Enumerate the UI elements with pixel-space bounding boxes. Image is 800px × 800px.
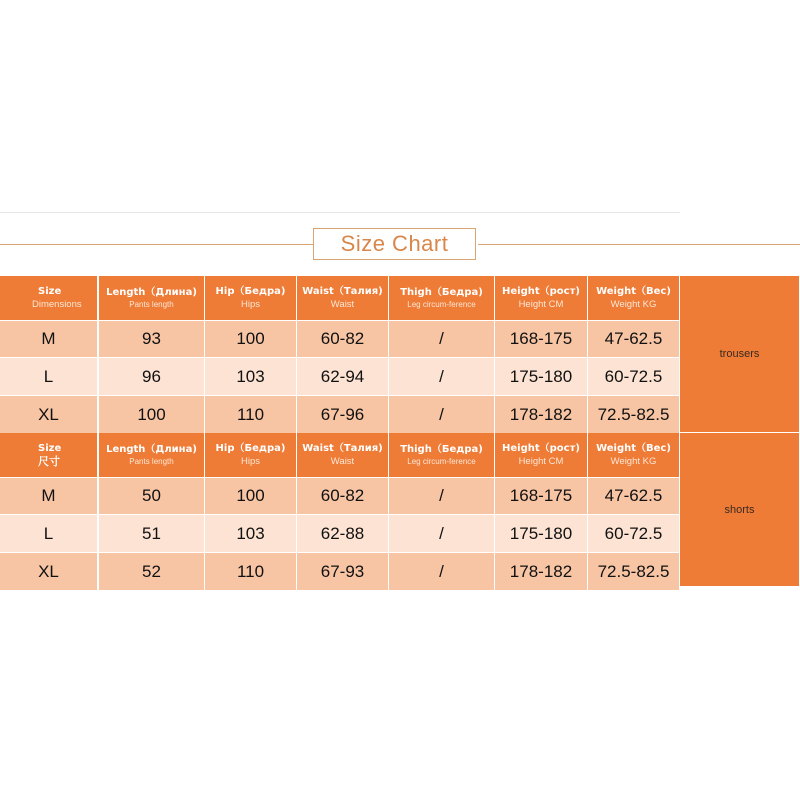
header-thigh-shorts	[389, 433, 494, 477]
cell-value: /	[439, 523, 444, 543]
cell-value: 175-180	[509, 523, 573, 543]
header-size-trousers	[0, 276, 97, 320]
table-cell-waist	[297, 478, 388, 514]
cell-value: 50	[142, 486, 161, 505]
cell-value: XL	[38, 404, 59, 424]
cell-value: /	[439, 329, 444, 348]
header-sublabel: Waist	[330, 299, 355, 310]
cell-value: L	[43, 523, 54, 543]
table-cell-size	[0, 358, 97, 395]
cell-value: 168-175	[509, 486, 573, 505]
size-table	[0, 276, 800, 587]
table-cell-waist	[297, 396, 388, 433]
header-sublabel: Height CM	[518, 299, 564, 310]
header-label: Waist（Талия)	[302, 443, 383, 454]
cell-value: 72.5-82.5	[597, 404, 670, 424]
header-sublabel: Leg circum-ference	[407, 457, 476, 466]
table-cell-waist	[297, 553, 388, 590]
header-label: Height（рост)	[502, 443, 580, 454]
header-label: Hip（Бедра)	[215, 286, 286, 297]
table-cell-length	[99, 553, 204, 590]
section-label-text: shorts	[724, 503, 755, 516]
table-cell-size	[0, 478, 97, 514]
header-sublabel: Pants length	[129, 457, 174, 466]
cell-value: XL	[38, 561, 59, 581]
header-length-trousers	[99, 276, 204, 320]
table-cell-length	[99, 396, 204, 433]
table-cell-hip	[205, 553, 296, 590]
cell-value: 178-182	[509, 404, 573, 424]
top-divider	[0, 212, 680, 213]
header-label: Length（Длина)	[106, 444, 197, 455]
header-label: Size	[38, 286, 62, 297]
cell-value: 47-62.5	[604, 486, 663, 505]
header-label: Thigh（Бедра)	[400, 444, 483, 455]
cell-value: 103	[236, 523, 265, 543]
table-cell-size	[0, 515, 97, 552]
cell-value: 110	[236, 404, 265, 424]
cell-value: /	[439, 366, 444, 386]
header-sublabel: Dimensions	[32, 299, 82, 310]
cell-value: /	[439, 486, 444, 505]
cell-value: 93	[142, 329, 161, 348]
cell-value: 47-62.5	[604, 329, 663, 348]
table-cell-waist	[297, 358, 388, 395]
table-cell-thigh	[389, 396, 494, 433]
header-label: Length（Длина)	[106, 287, 197, 298]
table-cell-size	[0, 396, 97, 433]
header-label: Hip（Бедра)	[215, 443, 286, 454]
cell-value: 103	[236, 366, 265, 386]
header-weight-trousers	[588, 276, 679, 320]
section-label-text: trousers	[719, 348, 760, 360]
cell-value: 62-88	[320, 523, 365, 543]
cell-value: L	[43, 366, 54, 386]
header-label: Weight（Вес)	[596, 286, 671, 297]
table-cell-hip	[205, 396, 296, 433]
table-cell-hip	[205, 321, 296, 357]
cell-value: 60-72.5	[604, 523, 663, 543]
table-cell-hip	[205, 515, 296, 552]
table-cell-waist	[297, 321, 388, 357]
cell-value: 168-175	[509, 329, 573, 348]
cell-value: 178-182	[509, 561, 573, 581]
table-cell-weight	[588, 396, 679, 433]
header-hip-trousers	[205, 276, 296, 320]
header-label: Height（рост)	[502, 286, 580, 297]
header-hip-shorts	[205, 433, 296, 477]
cell-value: 67-96	[320, 404, 365, 424]
cell-value: 175-180	[509, 366, 573, 386]
cell-value: 60-72.5	[604, 366, 663, 386]
section-label-trousers	[680, 276, 799, 432]
table-cell-height	[495, 396, 587, 433]
table-cell-thigh	[389, 321, 494, 357]
header-sublabel: Height CM	[518, 456, 564, 467]
table-cell-length	[99, 358, 204, 395]
table-cell-height	[495, 321, 587, 357]
cell-value: 96	[142, 366, 161, 386]
header-size-shorts	[0, 433, 97, 477]
header-sublabel: Leg circum-ference	[407, 300, 476, 309]
cell-value: 51	[142, 523, 161, 543]
cell-value: 100	[236, 486, 265, 505]
table-cell-weight	[588, 321, 679, 357]
cell-value: 60-82	[320, 486, 365, 505]
table-cell-hip	[205, 478, 296, 514]
table-cell-length	[99, 478, 204, 514]
header-sublabel: 尺寸	[38, 456, 60, 468]
table-cell-weight	[588, 358, 679, 395]
header-sublabel: Hips	[240, 456, 260, 467]
header-thigh-trousers	[389, 276, 494, 320]
section-label-shorts	[680, 433, 799, 586]
cell-value: M	[41, 329, 56, 348]
header-label: Weight（Вес)	[596, 443, 671, 454]
cell-value: 100	[236, 329, 265, 348]
cell-value: 100	[137, 404, 166, 424]
header-weight-shorts	[588, 433, 679, 477]
header-label: Size	[38, 443, 62, 454]
table-cell-length	[99, 515, 204, 552]
header-label: Thigh（Бедра)	[400, 287, 483, 298]
table-cell-height	[495, 553, 587, 590]
table-cell-height	[495, 515, 587, 552]
cell-value: 72.5-82.5	[597, 561, 670, 581]
cell-value: 62-94	[320, 366, 365, 386]
header-sublabel: Hips	[240, 299, 260, 310]
cell-value: 67-93	[320, 561, 365, 581]
table-cell-size	[0, 553, 97, 590]
table-cell-weight	[588, 553, 679, 590]
cell-value: M	[41, 486, 56, 505]
cell-value: /	[439, 561, 444, 581]
table-cell-height	[495, 478, 587, 514]
header-label: Waist（Талия)	[302, 286, 383, 297]
table-cell-thigh	[389, 553, 494, 590]
header-sublabel: Weight KG	[610, 299, 657, 310]
table-cell-thigh	[389, 515, 494, 552]
table-cell-size	[0, 321, 97, 357]
table-cell-hip	[205, 358, 296, 395]
table-cell-weight	[588, 478, 679, 514]
table-cell-length	[99, 321, 204, 357]
header-waist-trousers	[297, 276, 388, 320]
header-height-trousers	[495, 276, 587, 320]
header-sublabel: Waist	[330, 456, 355, 467]
table-cell-height	[495, 358, 587, 395]
title-rule-left	[0, 244, 313, 245]
cell-value: 60-82	[320, 329, 365, 348]
size-chart-title: Size Chart	[313, 228, 476, 260]
cell-value: /	[439, 404, 444, 424]
header-sublabel: Weight KG	[610, 456, 657, 467]
table-cell-thigh	[389, 358, 494, 395]
table-cell-thigh	[389, 478, 494, 514]
cell-value: 52	[142, 561, 161, 581]
title-rule-right	[478, 244, 800, 245]
header-waist-shorts	[297, 433, 388, 477]
table-cell-weight	[588, 515, 679, 552]
header-sublabel: Pants length	[129, 300, 174, 309]
header-height-shorts	[495, 433, 587, 477]
cell-value: 110	[236, 561, 265, 581]
header-length-shorts	[99, 433, 204, 477]
table-cell-waist	[297, 515, 388, 552]
